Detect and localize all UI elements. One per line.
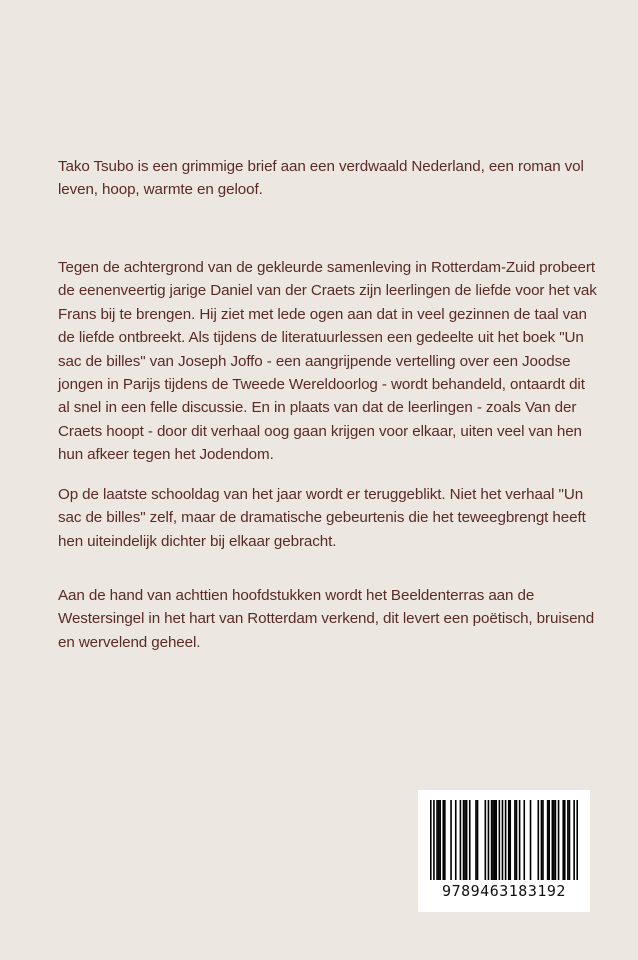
barcode-bars — [430, 800, 578, 880]
synopsis-paragraph: Tegen de achtergrond van de gekleurde samenleving in Rotterdam-Zuid probeert de eenenveertig jarige Daniel van der Craets zijn leerlingen de liefde voor het vak Frans bij te brengen. Hij ziet met lede ogen aan dat in veel gezinnen de taal van de liefde ontbreekt. Als tijdens de literatuurlessen een gedeelte uit het boek "Un sac de billes" van Joseph Joffo - een aangrijpende vertelling over een Joodse jongen in Parijs tijdens de Tweede Wereldoorlog - wordt behandeld, ontaardt dit al snel in een felle discussie. En in plaats van dat de leerlingen - zoals Van der Craets hoopt - door dit verhaal oog gaan krijgen voor elkaar, uiten veel van hen hun afkeer tegen het Jodendom. — [58, 259, 597, 464]
barcode-bar — [519, 800, 521, 880]
barcode-bar — [485, 800, 487, 880]
barcode-bar — [552, 800, 554, 880]
barcode-bar — [558, 800, 560, 880]
barcode-bar — [502, 800, 504, 880]
barcode-bar — [455, 800, 457, 880]
barcode-bar — [464, 800, 466, 880]
barcode-bar — [469, 800, 471, 880]
barcode-bar — [537, 800, 539, 880]
barcode-bar — [436, 800, 438, 880]
barcode-bar — [442, 800, 444, 880]
barcode-bar — [439, 800, 441, 880]
barcode-bar — [466, 800, 468, 880]
barcode-bar — [491, 800, 493, 880]
barcode-bar — [576, 800, 578, 880]
barcode-bar — [505, 800, 507, 880]
barcode-bar — [495, 800, 497, 880]
barcode-bar — [463, 800, 465, 880]
barcode-bar — [514, 800, 516, 880]
structure-paragraph: Aan de hand van achttien hoofdstukken wordt het Beeldenterras aan de Westersingel in het hart van Rotterdam verkend, dit levert een poëtisch, bruisend en wervelend geheel. — [58, 587, 595, 651]
barcode-bar — [433, 800, 435, 880]
barcode-bar — [494, 800, 496, 880]
barcode-bar — [547, 800, 549, 880]
barcode-bar — [475, 800, 477, 880]
barcode-bar — [555, 800, 557, 880]
barcode-bar — [499, 800, 501, 880]
barcode-bar — [562, 800, 564, 880]
barcode-bar — [488, 800, 490, 880]
ending-paragraph: Op de laatste schooldag van het jaar wordt er teruggeblikt. Niet het verhaal "Un sac de billes" zelf, maar de dramatische gebeurtenis die het teweegbrengt heeft hen uiteindelijk dichter bij elkaar gebracht. — [58, 486, 586, 550]
barcode-bar — [450, 800, 452, 880]
barcode-bar — [509, 800, 511, 880]
barcode-bar — [573, 800, 575, 880]
barcode-bar — [541, 800, 543, 880]
barcode-bar — [492, 800, 494, 880]
barcode-bar — [430, 800, 432, 880]
barcode-bar — [460, 800, 462, 880]
barcode-bar — [564, 800, 566, 880]
barcode-bar — [523, 800, 525, 880]
barcode-bar — [530, 800, 532, 880]
barcode-bar — [567, 800, 569, 880]
barcode-bar — [477, 800, 479, 880]
barcode-bar — [516, 800, 518, 880]
intro-paragraph: Tako Tsubo is een grimmige brief aan een verdwaald Nederland, een roman vol leven, hoop, warmte en geloof. — [58, 158, 584, 199]
barcode-bar — [542, 800, 544, 880]
isbn-number: 9789463183192 — [442, 882, 566, 900]
barcode-bar — [548, 800, 550, 880]
barcode-bar — [569, 800, 571, 880]
barcode-bar — [553, 800, 555, 880]
barcode — [418, 790, 590, 912]
barcode-bar — [438, 800, 440, 880]
barcode-bar — [444, 800, 446, 880]
barcode-bar — [508, 800, 510, 880]
